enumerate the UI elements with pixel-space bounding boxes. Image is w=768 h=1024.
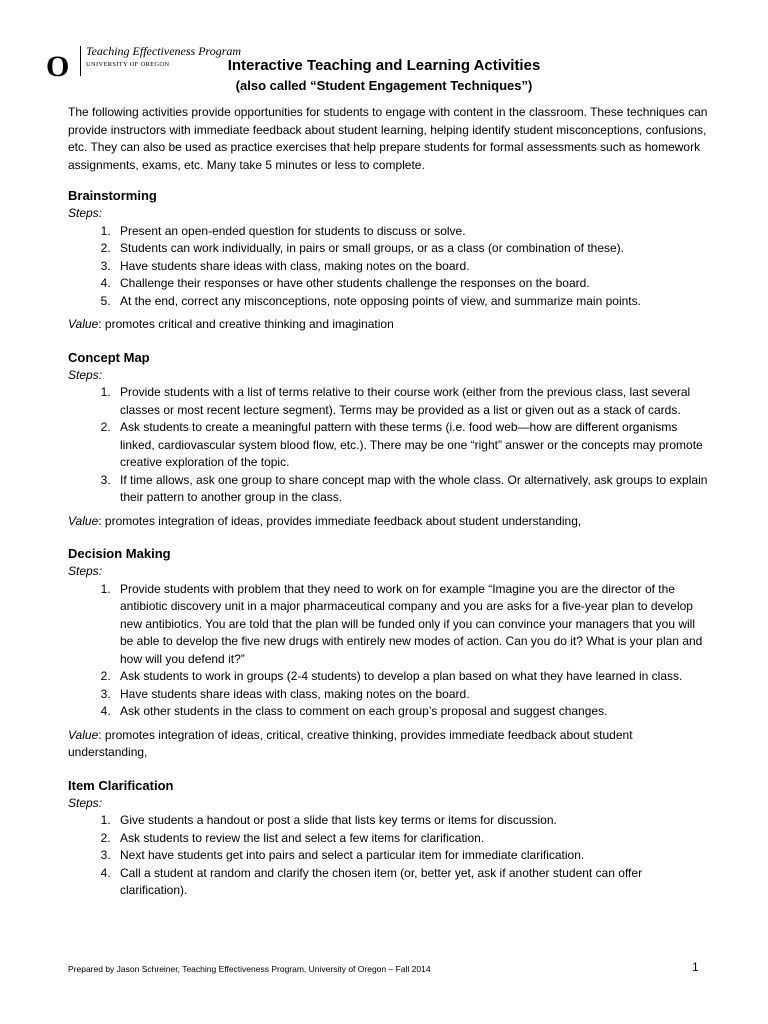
steps-label: Steps:	[68, 206, 103, 220]
step-item: 4. Challenge their responses or have other students challenge the responses on the board.	[114, 275, 708, 293]
step-item: 3. If time allows, ask one group to share concept map with the whole class. Or alternatively, ask groups to explain their pattern to another group in the class.	[114, 472, 708, 507]
step-item: 4. Call a student at random and clarify the chosen item (or, better yet, ask if another student can offer clarification).	[114, 865, 708, 900]
value-text: : promotes critical and creative thinking and imagination	[98, 317, 394, 331]
step-item: 5. At the end, correct any misconceptions, note opposing points of view, and summarize main points.	[114, 293, 708, 311]
value-statement	[68, 513, 708, 531]
step-item: 4. Ask other students in the class to comment on each group’s proposal and suggest changes.	[114, 703, 708, 721]
value-label: Value	[68, 513, 99, 528]
intro-paragraph: The following activities provide opportunities for students to engage with content in the classroom. These techniques can provide instructors with immediate feedback about student learning, helping identify student misconceptions, confusions, etc. They can also be used as practice exercises that help prepare students for formal assessments such as homework assignments, exams, etc. Many take 5 minutes or less to complete.	[68, 105, 708, 172]
step-item: 3. Next have students get into pairs and select a particular item for immediate clarification.	[114, 847, 708, 865]
page-footer: Prepared by Jason Schreiner, Teaching Effectiveness Program, University of Oregon – Fall 2014	[68, 964, 431, 974]
section-heading: Decision Making	[68, 546, 171, 561]
steps-label: Steps:	[68, 367, 103, 382]
step-item: 2. Ask students to review the list and select a few items for clarification.	[114, 830, 708, 848]
step-item: 3. Have students share ideas with class, making notes on the board.	[114, 686, 708, 704]
logo-university-name: UNIVERSITY OF OREGON	[86, 61, 170, 68]
o-logo-mark: O	[46, 50, 70, 83]
step-item: 1. Give students a handout or post a slide that lists key terms or items for discussion.	[114, 812, 708, 830]
value-label: Value	[68, 317, 99, 331]
section-concept-map	[68, 348, 708, 531]
steps-list	[68, 223, 708, 311]
step-item: 1. Present an open-ended question for students to discuss or solve.	[114, 223, 708, 241]
value-statement	[68, 316, 708, 334]
document-subtitle: (also called “Student Engagement Techniques”)	[235, 78, 533, 93]
steps-list	[68, 812, 708, 900]
value-text: : promotes integration of ideas, critical, creative thinking, provides immediate feedback about student understanding,	[68, 727, 633, 759]
section-heading: Item Clarification	[68, 777, 174, 793]
section-brainstorming	[68, 186, 708, 334]
value-label: Value	[68, 727, 99, 742]
section-heading: Concept Map	[68, 349, 150, 365]
step-item: 3. Have students share ideas with class, making notes on the board.	[114, 258, 708, 276]
section-item-clarification	[68, 776, 708, 900]
document-body	[68, 104, 708, 906]
step-item: 2. Ask students to create a meaningful pattern with these terms (i.e. food web—how are different organisms linked, cardiovascular system blood flow, etc.). There may be one “right” answer or the concepts may promote creative exploration of the topic.	[114, 419, 708, 472]
section-decision-making	[68, 544, 708, 762]
logo-program-name: Teaching Effectiveness Program	[86, 44, 242, 58]
step-item: 2. Ask students to work in groups (2-4 students) to develop a plan based on what they have learned in class.	[114, 668, 708, 686]
step-item: 2. Students can work individually, in pairs or small groups, or as a class (or combination of these).	[114, 240, 708, 258]
value-text: : promotes integration of ideas, provides immediate feedback about student understanding,	[98, 513, 582, 528]
steps-list	[68, 581, 708, 721]
step-item: 1. Provide students with problem that they need to work on for example “Imagine you are the director of the antibiotic discovery unit in a major pharmaceutical company and you are asks for a five-year plan to develop new antibiotics. You are told that the plan will be funded only if you can convince your managers that you will be able to develop the five new drugs with entirely new modes of action. Can you do it? What is your plan and how will you defend it?”	[114, 581, 708, 669]
document-title: Interactive Teaching and Learning Activities	[227, 57, 541, 74]
value-statement	[68, 727, 708, 762]
page-number: 1	[692, 960, 699, 974]
steps-label: Steps:	[68, 795, 103, 810]
steps-label: Steps:	[68, 564, 103, 578]
steps-list	[68, 384, 708, 507]
step-item: 1. Provide students with a list of terms relative to their course work (either from the previous class, last several classes or most recent lecture segment). Terms may be provided as a list or given out as a stack of cards.	[114, 384, 708, 419]
section-heading: Brainstorming	[68, 188, 157, 203]
